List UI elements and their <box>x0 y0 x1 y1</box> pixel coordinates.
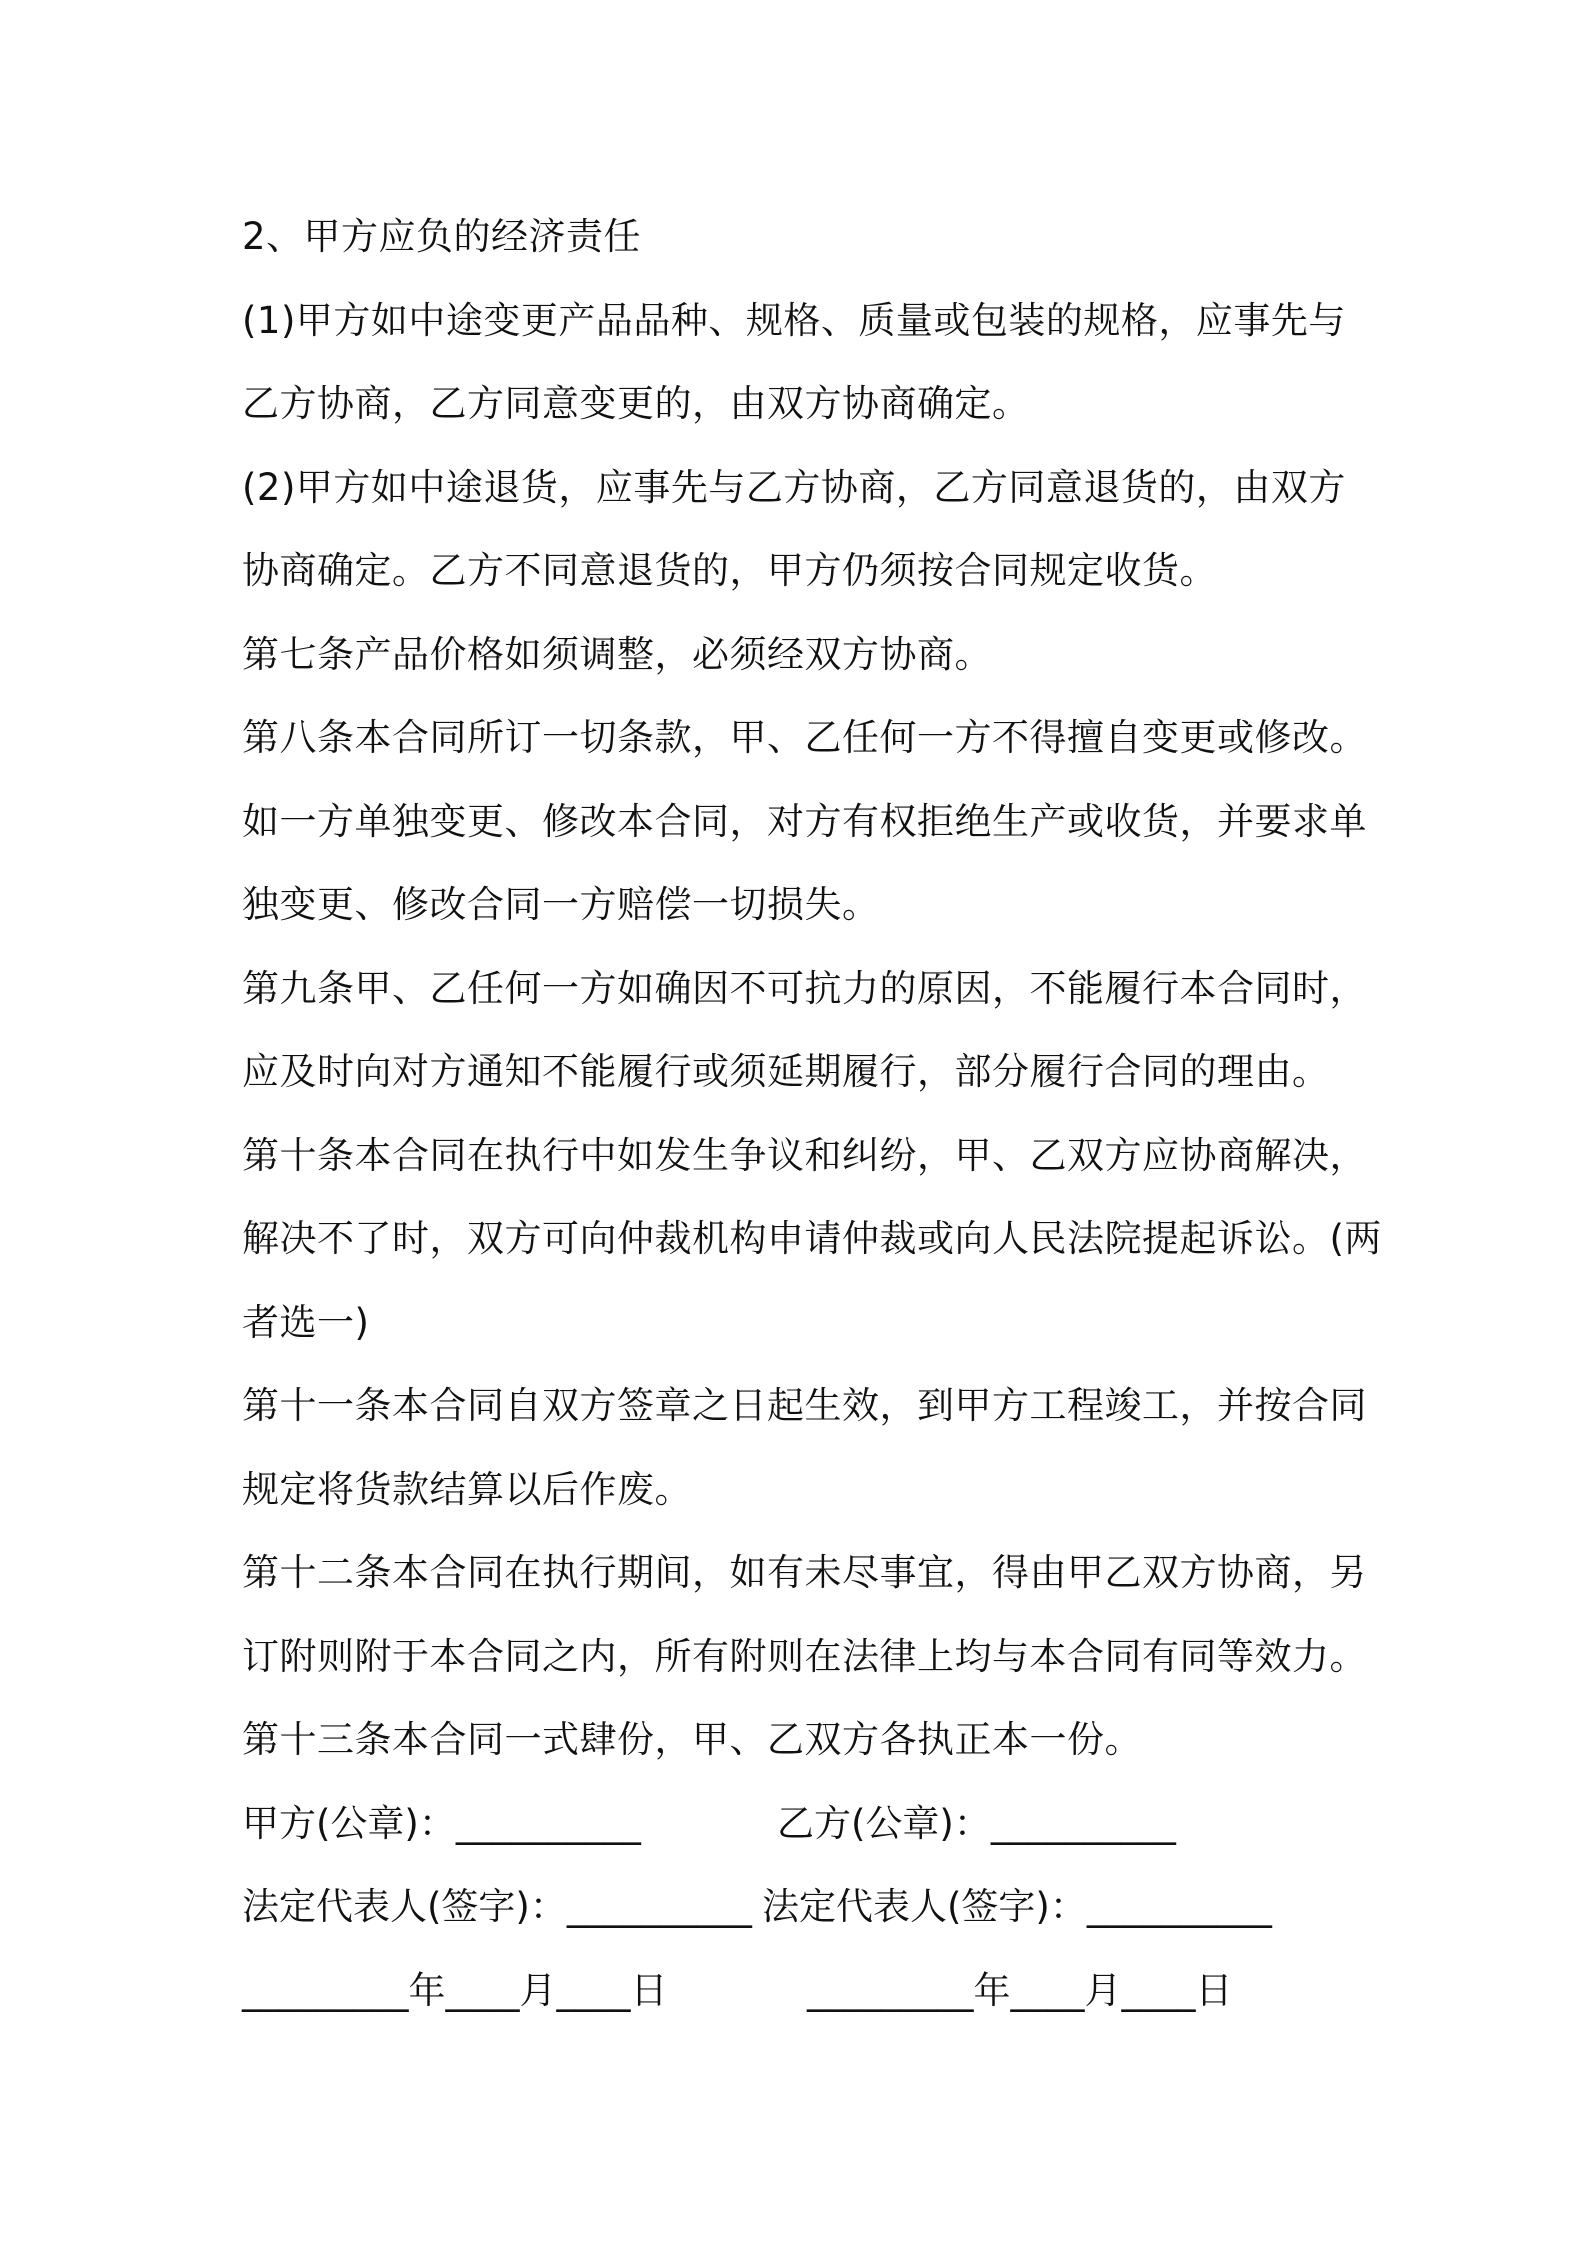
text-line: 第十条本合同在执行中如发生争议和纠纷，甲、乙双方应协商解决， <box>242 1133 1367 1177</box>
text-line: 独变更、修改合同一方赔偿一切损失。 <box>242 883 880 926</box>
signature-row-date <box>242 1949 1372 2033</box>
text-line: 者选一) <box>242 1300 370 1344</box>
party-a-date: _________年____月____日 <box>242 1968 668 2012</box>
party-a-representative: 法定代表人(签字)：__________ <box>242 1885 752 1928</box>
text-line: 第十二条本合同在执行期间，如有未尽事宜，得由甲乙双方协商，另 <box>242 1551 1367 1594</box>
signature-row-representative <box>242 1865 1372 1949</box>
text-line: 订附则附于本合同之内，所有附则在法律上均与本合同有同等效力。 <box>242 1634 1367 1678</box>
party-b-seal: 乙方(公章)：__________ <box>777 1801 1176 1845</box>
text-line: 规定将货款结算以后作废。 <box>242 1467 692 1511</box>
text-line: 第十三条本合同一式肆份，甲、乙双方各执正本一份。 <box>242 1718 1142 1761</box>
document-body <box>242 195 1382 2032</box>
text-line: 第九条甲、乙任何一方如确因不可抗力的原因，不能履行本合同时， <box>242 966 1367 1010</box>
text-line: 解决不了时，双方可向仲裁机构申请仲裁或向人民法院提起诉讼。(两 <box>242 1217 1382 1260</box>
text-line: (2)甲方如中途退货，应事先与乙方协商，乙方同意退货的，由双方 <box>242 465 1346 509</box>
text-line: 应及时向对方通知不能履行或须延期履行，部分履行合同的理由。 <box>242 1050 1330 1093</box>
party-b-date: _________年____月____日 <box>807 1968 1233 2012</box>
signature-row-seal <box>242 1782 1372 1866</box>
text-line: (1)甲方如中途变更产品品种、规格、质量或包装的规格，应事先与 <box>242 298 1346 342</box>
text-line: 第八条本合同所订一切条款，甲、乙任何一方不得擅自变更或修改。 <box>242 716 1367 759</box>
text-line: 协商确定。乙方不同意退货的，甲方仍须按合同规定收货。 <box>242 549 1217 592</box>
text-line: 第七条产品价格如须调整，必须经双方协商。 <box>242 632 992 676</box>
text-line: 2、甲方应负的经济责任 <box>242 215 642 258</box>
party-a-seal: 甲方(公章)：__________ <box>242 1801 641 1845</box>
text-line: 如一方单独变更、修改本合同，对方有权拒绝生产或收货，并要求单 <box>242 799 1367 843</box>
text-line: 乙方协商，乙方同意变更的，由双方协商确定。 <box>242 382 1030 425</box>
text-line: 第十一条本合同自双方签章之日起生效，到甲方工程竣工，并按合同 <box>242 1384 1367 1427</box>
party-b-representative: 法定代表人(签字)：__________ <box>762 1885 1272 1928</box>
